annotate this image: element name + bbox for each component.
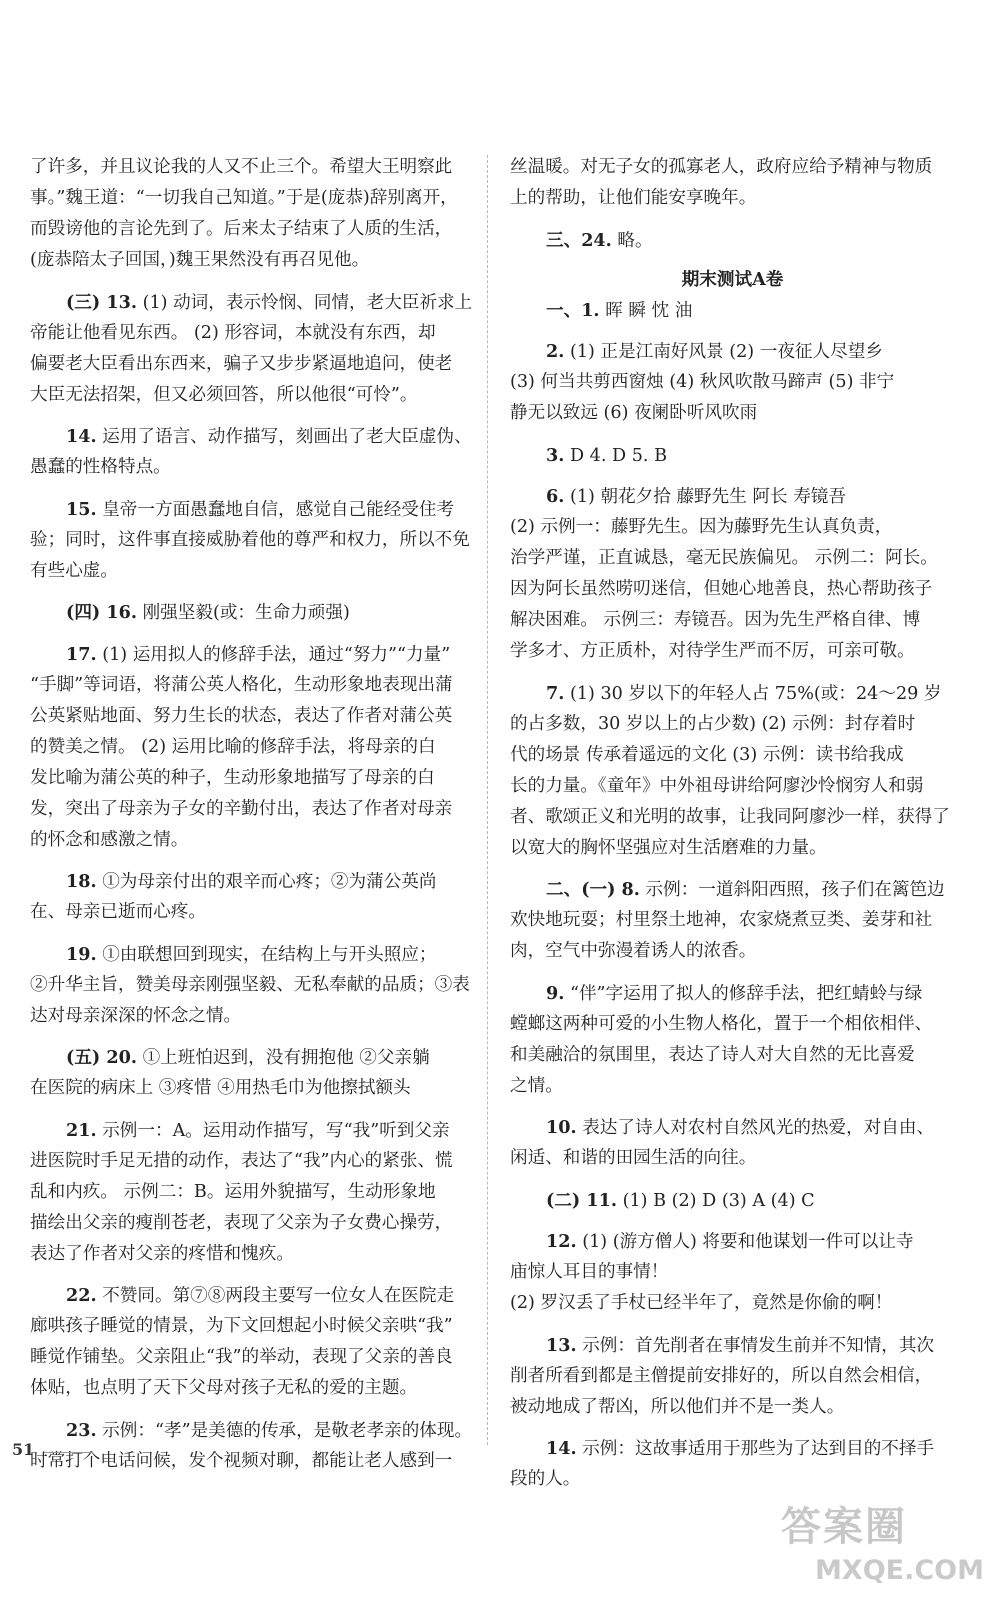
question-number: 10. [546, 1117, 577, 1138]
text-line [510, 1433, 955, 1464]
line-text: 解决困难。 示例三：寿镜吾。因为先生严格自律、博 [510, 610, 921, 630]
answer-paragraph [30, 1042, 475, 1104]
line-text: 不赞同。第⑦⑧两段主要写一位女人在医院走 [96, 1286, 455, 1306]
text-line [510, 152, 955, 183]
question-number: 一、1. [546, 299, 600, 321]
answer-paragraph [30, 1280, 475, 1404]
text-line [30, 152, 475, 183]
line-text: 代的场景 传承着遥远的文化 (3) 示例：读书给我成 [510, 744, 904, 765]
line-text: (1) 30 岁以下的年轻人占 75%(或：24～29 岁 [564, 683, 942, 704]
text-line [510, 636, 955, 667]
line-text: 进医院时手足无措的动作，表达了“我”内心的紧张、慌 [30, 1150, 453, 1171]
left-column [30, 152, 475, 1477]
line-text: (庞恭陪太子回国，)魏王果然没有再召见他。 [30, 250, 370, 270]
text-line [30, 525, 475, 556]
line-text: 时常打个电话问候，发个视频对聊，都能让老人感到一 [30, 1450, 453, 1471]
text-line [510, 295, 955, 326]
answer-paragraph [30, 1415, 475, 1477]
answer-paragraph [510, 152, 955, 214]
line-text: 运用了语言、动作描写，刻画出了老大臣虚伪、 [96, 427, 472, 447]
text-line [30, 1239, 475, 1270]
line-text: 刚强坚毅(或：生命力顽强) [136, 603, 350, 623]
line-text: 欢快地玩耍；村里祭土地神，农家烧煮豆类、姜芽和社 [510, 910, 933, 930]
watermark-url: MXQE.COM [815, 1555, 984, 1586]
text-line [30, 1280, 475, 1311]
answer-paragraph [510, 978, 955, 1102]
question-number: (五) 20. [66, 1047, 137, 1068]
line-text: 肉，空气中弥漫着诱人的浓香。 [510, 941, 757, 961]
line-text: 而毁谤他的言论先到了。后来太子结束了人质的生活， [30, 219, 453, 239]
answer-paragraph [30, 939, 475, 1032]
text-line [30, 897, 475, 928]
answer-paragraph [510, 225, 955, 256]
text-line [510, 678, 955, 709]
line-text: 在、母亲已逝而心疼。 [30, 902, 206, 922]
line-text: 长的力量。《童年》中外祖母讲给阿廖沙怜悯穷人和弱 [510, 775, 924, 796]
line-text: 描绘出父亲的瘦削苍老，表现了父亲为子女费心操劳， [30, 1212, 453, 1233]
question-number: 6. [546, 486, 565, 507]
line-text: 大臣无法招架，但又必须回答，所以他很“可怜”。 [30, 384, 418, 405]
line-text: 表达了作者对父亲的疼惜和愧疚。 [30, 1243, 294, 1264]
question-number: 22. [66, 1285, 97, 1306]
text-line [510, 1361, 955, 1392]
answer-paragraph [510, 1112, 955, 1174]
line-text: 帝能让他看见东西。 (2) 形容词，本就没有东西，却 [30, 322, 436, 343]
line-text: 庙惊人耳目的事情！ [510, 1262, 669, 1282]
line-text: 示例：“孝”是美德的传承，是敬老孝亲的体现。 [96, 1420, 473, 1441]
watermark-logo [776, 1493, 986, 1588]
answer-paragraph [510, 440, 955, 471]
line-text: ②升华主旨，赞美母亲刚强坚毅、无私奉献的品质；③表 [30, 974, 470, 995]
text-line [510, 740, 955, 771]
text-line [30, 970, 475, 1001]
line-text: 事。”魏王道：“一切我自己知道。”于是(庞恭)辞别离开， [30, 188, 458, 208]
answer-paragraph [510, 1330, 955, 1423]
text-line [30, 1073, 475, 1104]
answer-paragraph [510, 336, 955, 429]
line-text: 达对母亲深深的怀念之情。 [30, 1005, 242, 1026]
page-number: 51 [12, 1440, 35, 1459]
text-line [510, 543, 955, 574]
text-line [510, 833, 955, 864]
text-line [30, 732, 475, 763]
text-line [510, 481, 955, 512]
text-line [510, 1392, 955, 1423]
text-line [30, 349, 475, 380]
line-text: 廊哄孩子睡觉的情景，为下文回想起小时候父亲哄“我” [30, 1316, 453, 1336]
line-text: 有些心虚。 [30, 560, 118, 581]
line-text: (1) B (2) D (3) A (4) C [616, 1190, 815, 1211]
question-number: 3. [546, 444, 565, 466]
text-line [510, 1464, 955, 1495]
text-line [30, 183, 475, 214]
right-main-block [510, 295, 955, 1496]
line-text: 示例一：A。运用动作描写，写“我”听到父亲 [96, 1120, 450, 1141]
question-number: 21. [66, 1119, 97, 1141]
question-number: 二、(一) 8. [546, 879, 640, 900]
text-line [510, 1288, 955, 1319]
question-number: 19. [66, 943, 97, 965]
text-line [30, 1415, 475, 1446]
line-text: 乱和内疚。 示例二：B。运用外貌描写，生动形象地 [30, 1181, 436, 1202]
line-text: (1) 朝花夕拾 藤野先生 阿长 寿镜吾 [564, 487, 846, 507]
text-line [510, 1185, 955, 1216]
line-text: 在医院的病床上 ③疼惜 ④用热毛巾为他擦拭额头 [30, 1078, 411, 1098]
line-text: 学多才、方正质朴，对待学生严而不厉，可亲可敬。 [510, 641, 915, 661]
text-line [30, 318, 475, 349]
line-text: 丝温暖。对无子女的孤寡老人，政府应给予精神与物质 [510, 157, 933, 177]
text-line [510, 605, 955, 636]
line-text: 治学严谨，正直诚恳，毫无民族偏见。 示例二：阿长。 [510, 548, 938, 568]
line-text: 的赞美之情。 (2) 运用比喻的修辞手法，将母亲的白 [30, 736, 436, 757]
text-line [30, 1373, 475, 1404]
question-number: (四) 16. [66, 602, 137, 623]
text-line [510, 936, 955, 967]
text-line [510, 1143, 955, 1174]
text-line [510, 1009, 955, 1040]
question-number: 12. [546, 1231, 577, 1252]
text-line [510, 398, 955, 429]
text-line [30, 494, 475, 525]
answer-paragraph [30, 287, 475, 411]
text-line [30, 380, 475, 411]
line-text: D 4. D 5. B [564, 445, 668, 466]
answer-paragraph [510, 1226, 955, 1319]
text-line [30, 597, 475, 628]
text-line [510, 802, 955, 833]
question-number: 17. [66, 643, 97, 665]
text-line [510, 874, 955, 905]
text-line [510, 1040, 955, 1071]
text-line [30, 1446, 475, 1477]
line-text: (1) 运用拟人的修辞手法，通过“努力”“力量” [96, 644, 451, 665]
line-text: (1) 动词，表示怜悯、同情，老大臣祈求上 [136, 292, 473, 313]
line-text: “伴”字运用了拟人的修辞手法，把红蜻蛉与绿 [564, 983, 923, 1004]
question-number: (二) 11. [546, 1189, 617, 1211]
text-line [30, 1208, 475, 1239]
text-line [30, 701, 475, 732]
text-line [30, 1001, 475, 1032]
right-top-block [510, 152, 955, 256]
text-line [510, 1330, 955, 1361]
line-text: 验；同时，这件事直接威胁着他的尊严和权力，所以不免 [30, 529, 470, 550]
text-line [30, 556, 475, 587]
text-line [30, 639, 475, 670]
line-text: 晖 瞬 忱 油 [599, 300, 693, 321]
text-line [30, 245, 475, 276]
line-text: (1) (游方僧人) 将要和他谋划一件可以让寺 [576, 1232, 914, 1252]
line-text: 发比喻为蒲公英的种子，生动形象地描写了母亲的白 [30, 767, 435, 788]
line-text: (1) 正是江南好风景 (2) 一夜征人尽望乡 [564, 342, 883, 362]
line-text: “手脚”等词语，将蒲公英人格化，生动形象地表现出蒲 [30, 674, 453, 695]
line-text: 皇帝一方面愚蠢地自信，感觉自己能经受住考 [96, 499, 455, 520]
question-number: 15. [66, 498, 97, 520]
line-text: 因为阿长虽然唠叨迷信，但她心地善良，热心帮助孩子 [510, 579, 933, 599]
line-text: 表达了诗人对农村自然风光的热爱，对自由、 [576, 1118, 935, 1138]
line-text: 上的帮助，让他们能安享晚年。 [510, 188, 757, 208]
line-text: 段的人。 [510, 1469, 581, 1489]
line-text: 静无以致远 (6) 夜阑卧听风吹雨 [510, 403, 758, 423]
line-text: 闲适、和谐的田园生活的向往。 [510, 1148, 757, 1168]
text-line [30, 452, 475, 483]
line-text: 了许多，并且议论我的人又不止三个。希望大王明察此 [30, 157, 453, 177]
text-line [510, 1071, 955, 1102]
question-number: 2. [546, 341, 565, 362]
line-text: 削者所看到都是主僧提前安排好的，所以自然会相信， [510, 1365, 933, 1386]
text-line [510, 905, 955, 936]
line-text: 被动地成了帮凶，所以他们并不是一类人。 [510, 1396, 845, 1417]
text-line [30, 214, 475, 245]
text-line [30, 421, 475, 452]
question-number: 23. [66, 1419, 97, 1441]
line-text: 公英紧贴地面、努力生长的状态，表达了作者对蒲公英 [30, 705, 453, 726]
text-line [510, 1112, 955, 1143]
line-text: 发，突出了母亲为子女的辛勤付出，表达了作者对母亲 [30, 798, 453, 819]
question-number: 13. [546, 1334, 577, 1356]
text-line [30, 1042, 475, 1073]
line-text: 偏要老大臣看出东西来，骗子又步步紧逼地追问，使老 [30, 353, 453, 374]
watermark-text: 答案圈 [781, 1503, 907, 1550]
line-text: 螳螂这两种可爱的小生物人格化，置于一个相依相伴、 [510, 1013, 933, 1034]
question-number: 三、24. [546, 229, 612, 251]
text-line [510, 709, 955, 740]
question-number: 14. [546, 1438, 577, 1459]
text-line [510, 225, 955, 256]
line-text: 以宽大的胸怀坚强应对生活磨难的力量。 [510, 837, 827, 858]
question-number: 7. [546, 682, 565, 704]
answer-paragraph [510, 1433, 955, 1495]
question-number: 9. [546, 982, 565, 1004]
line-text: 和美融洽的氛围里，表达了诗人对大自然的无比喜爱 [510, 1044, 915, 1065]
line-text: 示例：一道斜阳西照，孩子们在篱笆边 [639, 880, 945, 900]
right-column [510, 152, 955, 1495]
text-line [30, 1115, 475, 1146]
text-line [510, 183, 955, 214]
column-divider [487, 155, 488, 1445]
text-line [510, 771, 955, 802]
line-text: 略。 [611, 230, 653, 251]
line-text: 者、歌颂正义和光明的故事，让我同阿廖沙一样，获得了 [510, 806, 950, 827]
line-text: (3) 何当共剪西窗烛 (4) 秋风吹散马蹄声 (5) 非宁 [510, 372, 895, 392]
text-line [30, 1342, 475, 1373]
text-line [30, 287, 475, 318]
line-text: ①为母亲付出的艰辛而心疼；②为蒲公英尚 [96, 872, 437, 892]
answer-paragraph [30, 494, 475, 587]
line-text: ①上班怕迟到，没有拥抱他 ②父亲躺 [136, 1048, 430, 1068]
question-number: 14. [66, 426, 97, 447]
text-line [30, 1177, 475, 1208]
text-line [510, 1257, 955, 1288]
text-line [510, 1226, 955, 1257]
line-text: 愚蠢的性格特点。 [30, 457, 171, 477]
text-line [30, 763, 475, 794]
line-text: 之情。 [510, 1075, 563, 1096]
answer-paragraph [510, 874, 955, 967]
text-line [510, 440, 955, 471]
section-title: 期末测试A卷 [681, 268, 784, 290]
footer-rule [44, 1452, 92, 1453]
text-line [30, 670, 475, 701]
text-line [510, 367, 955, 398]
text-line [30, 794, 475, 825]
line-text: 的占多数，30 岁以上的占少数) (2) 示例：封存着时 [510, 713, 916, 734]
answer-paragraph [30, 639, 475, 856]
answer-paragraph [30, 421, 475, 483]
answer-paragraph [30, 597, 475, 628]
line-text: 示例：首先削者在事情发生前并不知情，其次 [576, 1335, 935, 1356]
answer-paragraph [30, 866, 475, 928]
answer-paragraph [510, 295, 955, 326]
answer-paragraph [30, 1115, 475, 1270]
text-line [510, 978, 955, 1009]
question-number: 18. [66, 871, 97, 892]
text-line [510, 512, 955, 543]
answer-paragraph [510, 481, 955, 667]
line-text: 的怀念和感激之情。 [30, 829, 189, 850]
text-line [30, 825, 475, 856]
text-line [30, 939, 475, 970]
text-line [510, 574, 955, 605]
answer-paragraph [510, 678, 955, 864]
text-line [510, 336, 955, 367]
line-text: 睡觉作铺垫。父亲阻止“我”的举动，表现了父亲的善良 [30, 1347, 453, 1367]
line-text: 体贴，也点明了天下父母对孩子无私的爱的主题。 [30, 1378, 418, 1398]
answer-paragraph [510, 1185, 955, 1216]
text-line [30, 1311, 475, 1342]
text-line [30, 866, 475, 897]
line-text: 示例：这故事适用于那些为了达到目的不择手 [576, 1439, 935, 1459]
question-number: (三) 13. [66, 291, 137, 313]
text-line [30, 1146, 475, 1177]
line-text: (2) 示例一：藤野先生。因为藤野先生认真负责， [510, 517, 893, 537]
line-text: (2) 罗汉丢了手杖已经半年了，竟然是你偷的啊！ [510, 1293, 893, 1313]
answer-paragraph [30, 152, 475, 276]
line-text: ①由联想回到现实，在结构上与开头照应； [96, 944, 437, 965]
